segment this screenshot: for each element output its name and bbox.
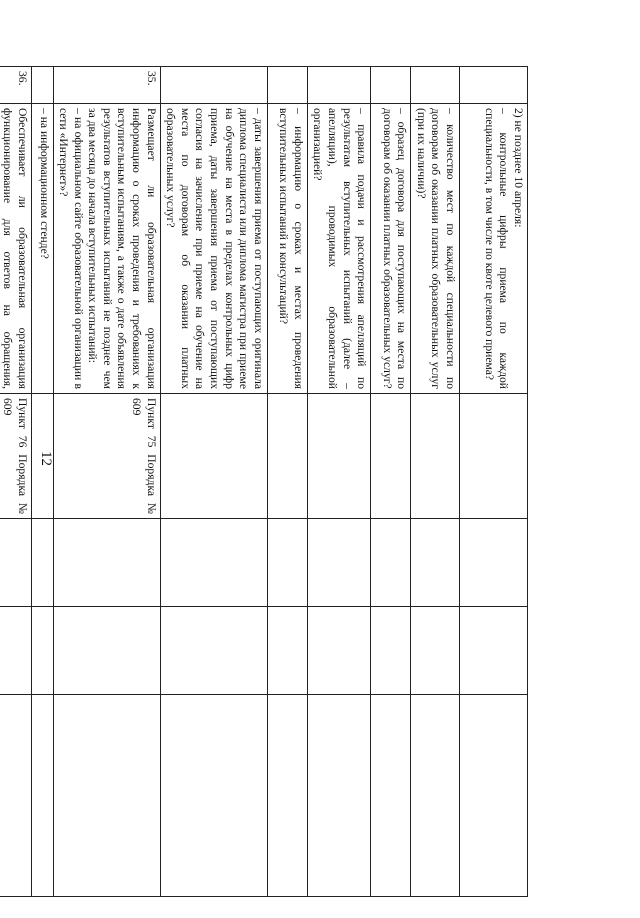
row-number-cell: [31, 67, 53, 104]
row-number-cell: [160, 67, 267, 104]
answer-no-cell: [53, 607, 160, 695]
table-row: [460, 67, 528, 897]
question-cell: [371, 104, 411, 394]
table-row: [371, 67, 411, 897]
question-text: – количество мест по каждой специальности по договорам об оказании платных образовательных услуг (при их наличии)?: [414, 108, 457, 389]
row-number-cell: [460, 67, 528, 104]
answer-yes-cell: [31, 519, 53, 607]
question-cell: [160, 104, 267, 394]
answer-no-cell: [460, 607, 528, 695]
question-text: 2) не позднее 10 апреля:: [512, 108, 525, 228]
question-text: – контрольные цифры приема по каждой специальности, в том числе по квоте целевого приема?: [482, 108, 511, 389]
legal-act-cell: [307, 394, 370, 519]
question-text: – образец договора для поступающих на места по договорам об оказании платных образовательных услуг?: [380, 108, 409, 389]
table-row: [31, 67, 53, 897]
legal-act-cell: [460, 394, 528, 519]
question-cell: [307, 104, 370, 394]
answer-yes-cell: [0, 519, 31, 607]
notes-cell: [31, 695, 53, 897]
row-number-cell: [411, 67, 460, 104]
legal-act-cell: [267, 394, 307, 519]
table-row: [160, 67, 267, 897]
notes-cell: [0, 695, 31, 897]
notes-cell: [411, 695, 460, 897]
page-number: 12: [38, 451, 54, 466]
notes-cell: [307, 695, 370, 897]
question-cell: [53, 104, 160, 394]
question-cell: [460, 104, 528, 394]
answer-yes-cell: [160, 519, 267, 607]
answer-yes-cell: [371, 519, 411, 607]
notes-cell: [460, 695, 528, 897]
answer-yes-cell: [307, 519, 370, 607]
legal-act-cell: Пункт 76 Порядка № 609: [0, 394, 31, 519]
question-text: Обеспечивает ли образовательная организация функционирование для ответов на обращения,: [0, 108, 29, 389]
notes-cell: [160, 695, 267, 897]
rotated-table-wrapper: [0, 66, 528, 896]
row-number-cell: [307, 67, 370, 104]
legal-act-cell: Пункт 75 Порядка № 609: [53, 394, 160, 519]
answer-yes-cell: [460, 519, 528, 607]
question-text: – правила подачи и рассмотрения апелляций по результатам вступительных испытаний (далее – апелляции), проводимых образовательной организацией?: [311, 108, 369, 389]
answer-no-cell: [411, 607, 460, 695]
table-row: [411, 67, 460, 897]
legal-act-cell: [411, 394, 460, 519]
row-number-cell: 35.: [53, 67, 160, 104]
legal-act-cell: [160, 394, 267, 519]
table-row: [0, 67, 31, 897]
question-text: – даты завершения приема от поступающих оригинала диплома специалиста или диплома магистра при приеме на обучение на места в пределах контрольных цифр приема, даты завершения приема от поступающих согласия на зачисление при приеме на обучение на места по договорам об оказании платных образовательных услуг?: [164, 108, 265, 389]
question-text: Размещает ли образовательная организация информацию о сроках проведения и требованиях к вступительным испытаниям, а также о дате объявления результатов вступительных испытаний не позднее чем за два месяца до начала вступительных испытаний:: [86, 108, 158, 389]
answer-no-cell: [0, 607, 31, 695]
question-cell: [411, 104, 460, 394]
question-text: – на информационном стенде?: [37, 108, 51, 259]
answer-no-cell: [31, 607, 53, 695]
question-text: – на официальном сайте образовательной организации в сети «Интернет»?: [57, 108, 85, 389]
table-row: [307, 67, 370, 897]
notes-cell: [371, 695, 411, 897]
table-row: [53, 67, 160, 897]
answer-yes-cell: [411, 519, 460, 607]
answer-no-cell: [160, 607, 267, 695]
notes-cell: [267, 695, 307, 897]
notes-cell: [53, 695, 160, 897]
answer-yes-cell: [53, 519, 160, 607]
answer-no-cell: [267, 607, 307, 695]
row-number-cell: [371, 67, 411, 104]
answer-no-cell: [371, 607, 411, 695]
legal-act-cell: [31, 394, 53, 519]
question-text: – информацию о сроках и местах проведения вступительных испытаний и консультаций?: [277, 108, 305, 389]
row-number-cell: [267, 67, 307, 104]
table-row: [267, 67, 307, 897]
question-cell: [267, 104, 307, 394]
answer-yes-cell: [267, 519, 307, 607]
legal-act-cell: [371, 394, 411, 519]
answer-no-cell: [307, 607, 370, 695]
row-number-cell: 36.: [0, 67, 31, 104]
question-cell: [31, 104, 53, 394]
checklist-table: [0, 66, 528, 897]
question-cell: [0, 104, 31, 394]
